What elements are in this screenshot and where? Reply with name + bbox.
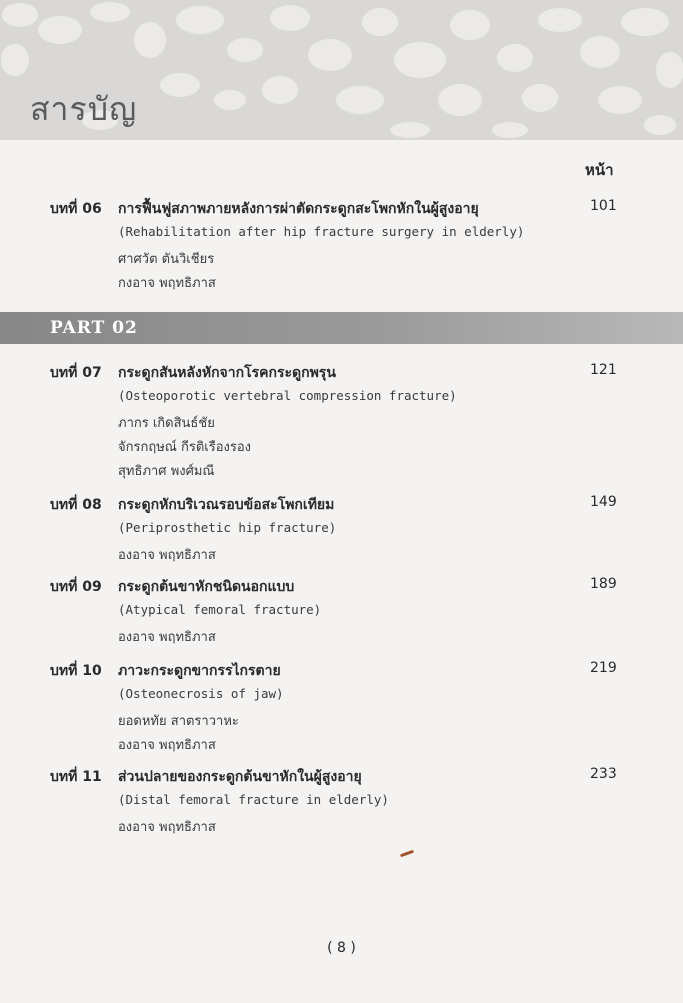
chapter-title: กระดูกหักบริเวณรอบข้อสะโพกเทียม [118, 497, 335, 513]
part-divider-bar [0, 312, 683, 344]
chapter-number: บทที่ 07 [50, 365, 102, 381]
chapter-page: 101 [590, 198, 617, 214]
chapter-author: ภากร เกิดสินธ์ชัย [118, 416, 215, 431]
chapter-author: กงอาจ พฤทธิภาส [118, 276, 216, 291]
chapter-author: องอาจ พฤทธิภาส [118, 820, 216, 835]
chapter-page: 121 [590, 362, 617, 378]
chapter-number: บทที่ 06 [50, 201, 102, 217]
chapter-page: 149 [590, 494, 617, 510]
chapter-title: กระดูกต้นขาหักชนิดนอกแบบ [118, 579, 295, 595]
chapter-page: 233 [590, 766, 617, 782]
page-column-label: หน้า [585, 161, 614, 179]
page-title: สารบัญ [30, 90, 138, 128]
chapter-number: บทที่ 08 [50, 497, 102, 513]
chapter-author: องอาจ พฤทธิภาส [118, 630, 216, 645]
chapter-author: องอาจ พฤทธิภาส [118, 548, 216, 563]
part-label: PART 02 [50, 318, 138, 338]
chapter-subtitle: (Atypical femoral fracture) [118, 602, 322, 617]
ink-mark [400, 850, 414, 858]
chapter-title: กระดูกสันหลังหักจากโรคกระดูกพรุน [118, 365, 336, 381]
chapter-subtitle: (Periprosthetic hip fracture) [118, 520, 337, 535]
chapter-author: ศาศวัต ตันวิเชียร [118, 252, 215, 267]
chapter-subtitle: (Distal femoral fracture in elderly) [118, 792, 389, 807]
chapter-author: ยอดหทัย สาตราวาหะ [118, 714, 239, 729]
chapter-author: องอาจ พฤทธิภาส [118, 738, 216, 753]
chapter-subtitle: (Rehabilitation after hip fracture surgery in elderly) [118, 224, 525, 239]
chapter-number: บทที่ 11 [50, 769, 102, 785]
header-band [0, 0, 683, 140]
chapter-subtitle: (Osteoporotic vertebral compression fracture) [118, 388, 457, 403]
chapter-number: บทที่ 09 [50, 579, 102, 595]
chapter-page: 189 [590, 576, 617, 592]
chapter-page: 219 [590, 660, 617, 676]
chapter-author: สุทธิภาศ พงศ์มณี [118, 464, 215, 479]
chapter-title: ภาวะกระดูกขากรรไกรตาย [118, 663, 281, 679]
footer-page-number: ( 8 ) [327, 940, 356, 956]
chapter-subtitle: (Osteonecrosis of jaw) [118, 686, 284, 701]
chapter-title: ส่วนปลายของกระดูกต้นขาหักในผู้สูงอายุ [118, 769, 362, 785]
chapter-number: บทที่ 10 [50, 663, 102, 679]
chapter-author: จักรกฤษณ์ กีรติเรืองรอง [118, 440, 251, 455]
chapter-title: การฟื้นฟูสภาพภายหลังการผ่าตัดกระดูกสะโพกหักในผู้สูงอายุ [118, 201, 479, 217]
